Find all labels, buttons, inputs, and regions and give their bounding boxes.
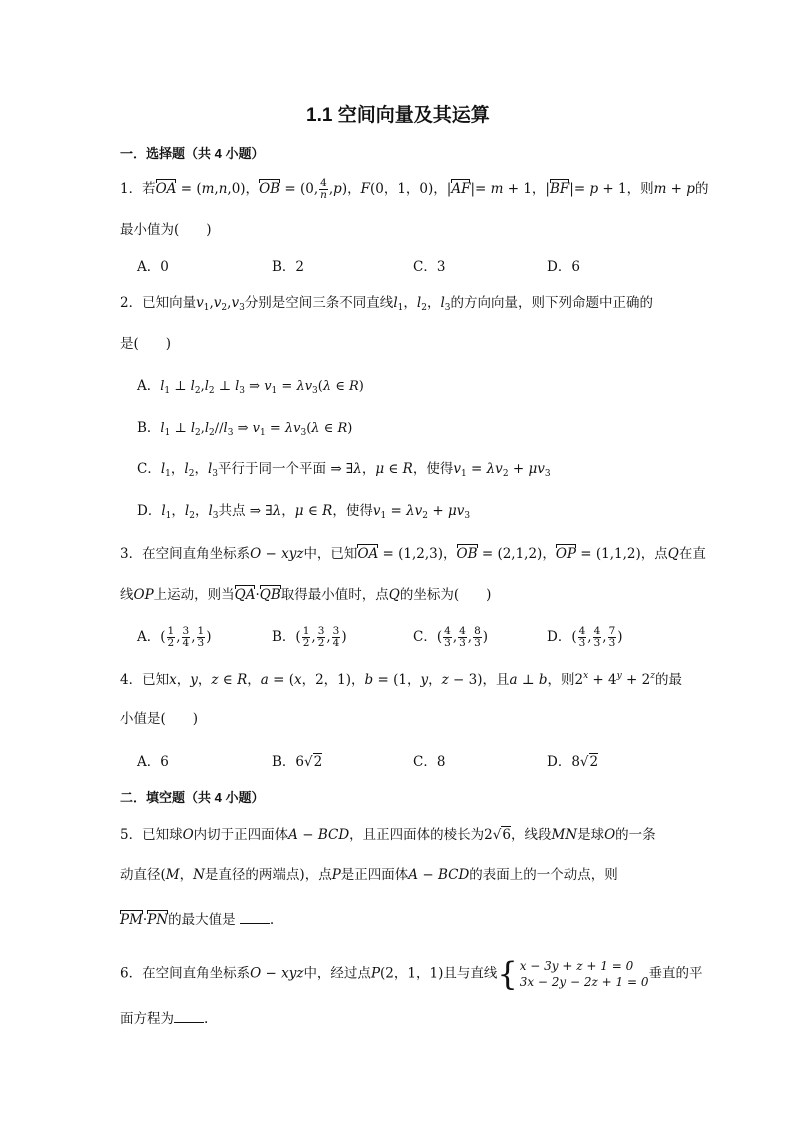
question-2-line-2: 是( ): [120, 336, 172, 352]
q4-option-b: B．6√2: [272, 754, 323, 770]
question-3-line-2: 线OP上运动，则当QA·QB取得最小值时，点Q的坐标为( ): [120, 587, 492, 603]
q3-option-a: A．( $\frac{1}{2}$ , $\frac{3}{4}$ , $\frac{1}{3}$ ): [137, 625, 212, 650]
question-6-line-2: 面方程为 .: [120, 1011, 209, 1027]
q2-option-c: C．$l_1$，$l_2$，$l_3$平行于同一个平面 ⇒ ∃λ，μ ∈ R，使得$v_1 = \lambda v_2 + \mu v_3$: [137, 461, 551, 479]
q3-option-d: D．( $\frac{4}{3}$ , $\frac{4}{3}$ , $\frac{7}{3}$ ): [547, 625, 623, 650]
question-4-line-2: 小值是( ): [120, 711, 199, 727]
q1-option-d: D．6: [547, 259, 580, 275]
section-header-fill: 二．填空题（共 4 小题）: [120, 790, 265, 805]
question-5-line-2: 动直径(M，N是直径的两端点)，点P是正四面体A − BCD的表面上的一个动点，则: [120, 867, 618, 883]
question-4-line-1: 4．已知x，y，z ∈ R，a = (x，2，1)，b = (1，y，z − 3)，且a ⊥ b，则$2^x + 4^y + 2^z$的最: [120, 671, 682, 688]
q2-option-b: B．$l_1$ ⊥ $l_2,l_2//l_3$ ⇒ $v_1 = \lambda v_3(\lambda$ ∈ R): [137, 420, 353, 438]
q3-option-b: B．( $\frac{1}{2}$ , $\frac{3}{2}$ , $\frac{3}{4}$ ): [272, 625, 347, 650]
q2-option-a: A．$l_1$ ⊥ $l_2,l_2$ ⊥ $l_3$ ⇒ $v_1 = \lambda v_3(\lambda$ ∈ R): [137, 378, 364, 396]
q4-option-d: D．8√2: [547, 754, 599, 770]
question-2-line-1: 2．已知向量$v_1,v_2,v_3$分别是空间三条不同直线$l_1$，$l_2$，$l_3$的方向向量，则下列命题中正确的: [120, 295, 653, 313]
section-header-choice: 一．选择题（共 4 小题）: [120, 146, 265, 161]
question-1-line-1: 1．若OA = (m,n,0)，OB = (0, $\frac{4}{n}$ ,p)，F(0，1，0)，|AF|= m + 1，|BF|= p + 1，则m + p的: [120, 177, 709, 202]
q1-option-c: C．3: [413, 259, 446, 275]
q4-option-a: A．6: [137, 754, 169, 770]
q1-option-a: A．0: [137, 259, 169, 275]
question-5-line-3: PM·PN的最大值是 .: [120, 912, 275, 928]
q4-option-c: C．8: [413, 754, 446, 770]
q2-option-d: D．$l_1$，$l_2$，$l_3$共点 ⇒ ∃λ，μ ∈ R，使得$v_1 = \lambda v_2 + \mu v_3$: [137, 503, 471, 521]
question-6-line-1: 6．在空间直角坐标系O − xyz中，经过点P(2，1，1)且与直线 { x − 3y + z + 1 = 0 3x − 2y − 2z + 1 = 0 垂直的平: [120, 955, 703, 994]
answer-blank: [174, 1011, 204, 1023]
q1-option-b: B．2: [272, 259, 305, 275]
answer-blank: [240, 912, 270, 924]
q3-option-c: C．( $\frac{4}{3}$ , $\frac{4}{3}$ , $\frac{8}{3}$ ): [413, 625, 489, 650]
question-1-line-2: 最小值为( ): [120, 222, 212, 238]
equation-system: { x − 3y + z + 1 = 0 3x − 2y − 2z + 1 = 0: [497, 955, 649, 994]
question-5-line-1: 5．已知球O内切于正四面体A − BCD，且正四面体的棱长为2√6，线段MN是球O的一条: [120, 827, 656, 843]
question-3-line-1: 3．在空间直角坐标系O − xyz中，已知OA = (1,2,3)，OB = (2,1,2)，OP = (1,1,2)，点Q在直: [120, 546, 706, 562]
document-title: 1.1 空间向量及其运算: [306, 105, 490, 126]
